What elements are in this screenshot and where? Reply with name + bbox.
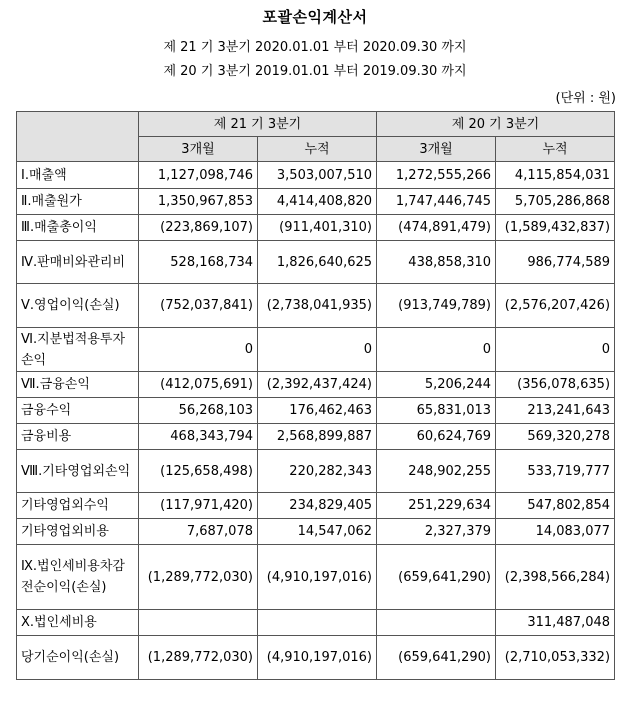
row-label: 금융비용	[17, 424, 139, 450]
value-cell-priCum: 4,115,854,031	[496, 162, 615, 189]
value-cell-pri3m: 1,747,446,745	[377, 189, 496, 215]
value-cell-pri3m: 2,327,379	[377, 519, 496, 545]
row-label: Ⅳ.판매비와관리비	[17, 241, 139, 284]
value-cell-curCum: 4,414,408,820	[258, 189, 377, 215]
value-cell-pri3m: 65,831,013	[377, 398, 496, 424]
row-label: Ⅴ.영업이익(손실)	[17, 284, 139, 328]
value-cell-curCum	[258, 610, 377, 636]
row-label: Ⅰ.매출액	[17, 162, 139, 189]
header-prior-period: 제 20 기 3분기	[377, 112, 615, 137]
header-prior-cumulative: 누적	[496, 137, 615, 162]
value-cell-curCum: 0	[258, 328, 377, 372]
row-label: Ⅹ.법인세비용	[17, 610, 139, 636]
table-row	[17, 424, 615, 450]
table-row	[17, 372, 615, 398]
value-cell-cur3m: (117,971,420)	[139, 493, 258, 519]
value-cell-cur3m	[139, 610, 258, 636]
value-cell-curCum: 1,826,640,625	[258, 241, 377, 284]
value-cell-curCum: (2,738,041,935)	[258, 284, 377, 328]
value-cell-priCum: 14,083,077	[496, 519, 615, 545]
value-cell-pri3m	[377, 610, 496, 636]
row-label: Ⅲ.매출총이익	[17, 215, 139, 241]
table-row	[17, 636, 615, 680]
statement-title: 포괄손익계산서	[262, 8, 368, 26]
value-cell-curCum: 220,282,343	[258, 450, 377, 493]
header-blank-cell	[17, 112, 139, 162]
period-prior: 제 20 기 3분기 2019.01.01 부터 2019.09.30 까지	[163, 64, 467, 79]
value-cell-cur3m: (752,037,841)	[139, 284, 258, 328]
table-row	[17, 545, 615, 610]
value-cell-curCum: 14,547,062	[258, 519, 377, 545]
value-cell-curCum: (4,910,197,016)	[258, 636, 377, 680]
value-cell-pri3m: (913,749,789)	[377, 284, 496, 328]
value-cell-cur3m: 0	[139, 328, 258, 372]
header-prior-3m: 3개월	[377, 137, 496, 162]
value-cell-pri3m: (474,891,479)	[377, 215, 496, 241]
table-row	[17, 215, 615, 241]
table-row	[17, 398, 615, 424]
row-label: 기타영업외비용	[17, 519, 139, 545]
row-label: Ⅷ.기타영업외손익	[17, 450, 139, 493]
value-cell-cur3m: 7,687,078	[139, 519, 258, 545]
value-cell-cur3m: 56,268,103	[139, 398, 258, 424]
unit-note: (단위 : 원)	[555, 91, 616, 106]
value-cell-priCum: 986,774,589	[496, 241, 615, 284]
value-cell-priCum: 213,241,643	[496, 398, 615, 424]
value-cell-curCum: 2,568,899,887	[258, 424, 377, 450]
row-label: Ⅶ.금융손익	[17, 372, 139, 398]
header-current-period: 제 21 기 3분기	[139, 112, 377, 137]
table-row	[17, 450, 615, 493]
value-cell-curCum: 176,462,463	[258, 398, 377, 424]
period-current: 제 21 기 3분기 2020.01.01 부터 2020.09.30 까지	[163, 40, 467, 55]
table-row	[17, 241, 615, 284]
row-label: 당기순이익(손실)	[17, 636, 139, 680]
value-cell-curCum: (4,910,197,016)	[258, 545, 377, 610]
value-cell-pri3m: (659,641,290)	[377, 545, 496, 610]
value-cell-priCum: (2,576,207,426)	[496, 284, 615, 328]
value-cell-cur3m: 1,127,098,746	[139, 162, 258, 189]
header-current-cumulative: 누적	[258, 137, 377, 162]
income-statement-table	[16, 111, 615, 680]
value-cell-priCum: (356,078,635)	[496, 372, 615, 398]
header-current-3m: 3개월	[139, 137, 258, 162]
table-row	[17, 162, 615, 189]
value-cell-cur3m: 1,350,967,853	[139, 189, 258, 215]
value-cell-pri3m: 0	[377, 328, 496, 372]
table-row	[17, 519, 615, 545]
value-cell-cur3m: (125,658,498)	[139, 450, 258, 493]
value-cell-priCum: 569,320,278	[496, 424, 615, 450]
value-cell-cur3m: 468,343,794	[139, 424, 258, 450]
table-row	[17, 284, 615, 328]
value-cell-pri3m: 438,858,310	[377, 241, 496, 284]
value-cell-priCum: 533,719,777	[496, 450, 615, 493]
row-label: Ⅵ.지분법적용투자손익	[17, 328, 139, 372]
value-cell-curCum: (911,401,310)	[258, 215, 377, 241]
statement-body	[17, 162, 615, 680]
value-cell-cur3m: (1,289,772,030)	[139, 545, 258, 610]
table-row	[17, 610, 615, 636]
row-label: Ⅸ.법인세비용차감전순이익(손실)	[17, 545, 139, 610]
value-cell-priCum: (1,589,432,837)	[496, 215, 615, 241]
value-cell-priCum: (2,398,566,284)	[496, 545, 615, 610]
value-cell-cur3m: (412,075,691)	[139, 372, 258, 398]
value-cell-pri3m: 60,624,769	[377, 424, 496, 450]
value-cell-curCum: 234,829,405	[258, 493, 377, 519]
value-cell-pri3m: 248,902,255	[377, 450, 496, 493]
value-cell-pri3m: 5,206,244	[377, 372, 496, 398]
value-cell-curCum: (2,392,437,424)	[258, 372, 377, 398]
value-cell-cur3m: 528,168,734	[139, 241, 258, 284]
value-cell-cur3m: (1,289,772,030)	[139, 636, 258, 680]
table-row	[17, 328, 615, 372]
value-cell-cur3m: (223,869,107)	[139, 215, 258, 241]
value-cell-priCum: 311,487,048	[496, 610, 615, 636]
row-label: Ⅱ.매출원가	[17, 189, 139, 215]
value-cell-priCum: 0	[496, 328, 615, 372]
value-cell-priCum: 547,802,854	[496, 493, 615, 519]
table-row	[17, 189, 615, 215]
value-cell-pri3m: (659,641,290)	[377, 636, 496, 680]
value-cell-pri3m: 1,272,555,266	[377, 162, 496, 189]
value-cell-priCum: (2,710,053,332)	[496, 636, 615, 680]
value-cell-priCum: 5,705,286,868	[496, 189, 615, 215]
row-label: 기타영업외수익	[17, 493, 139, 519]
row-label: 금융수익	[17, 398, 139, 424]
table-row	[17, 493, 615, 519]
value-cell-curCum: 3,503,007,510	[258, 162, 377, 189]
value-cell-pri3m: 251,229,634	[377, 493, 496, 519]
